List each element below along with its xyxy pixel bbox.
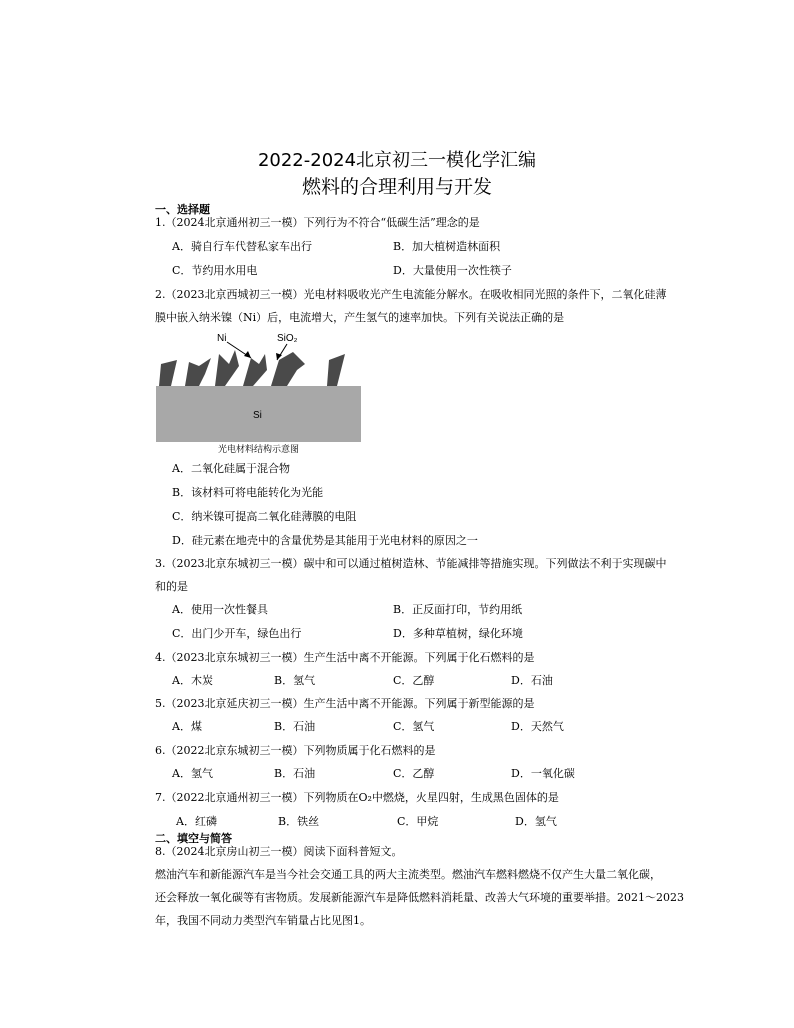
question-3-stem-line1: 3.（2023北京东城初三一模）碳中和可以通过植树造林、节能减排等措施实现。下列做法不利于实现碳中 [155,557,667,570]
q6-option-b: B．石油 [274,767,316,780]
label-sio2: SiO₂ [277,333,298,344]
q1-option-b: B．加大植树造林面积 [393,240,501,253]
q3-option-a: A．使用一次性餐具 [172,603,268,616]
q7-option-b: B．铁丝 [278,815,320,828]
question-6-stem: 6.（2022北京东城初三一模）下列物质属于化石燃料的是 [155,744,436,757]
q1-option-c: C．节约用水用电 [172,264,258,277]
reading-paragraph-line1: 燃油汽车和新能源汽车是当今社会交通工具的两大主流类型。燃油汽车燃料燃烧不仅产生大量二氧化碳， [155,868,661,881]
label-si: Si [253,410,262,421]
q6-option-a: A．氢气 [172,767,213,780]
question-7-stem: 7.（2022北京通州初三一模）下列物质在O₂中燃烧，火星四射，生成黑色固体的是 [155,791,559,804]
question-2-stem-line1: 2.（2023北京西城初三一模）光电材料吸收光产生电流能分解水。在吸收相同光照的条件下，二氧化硅薄 [155,288,667,301]
doc-subtitle: 燃料的合理利用与开发 [301,176,492,198]
q4-option-c: C．乙醇 [393,674,435,687]
q4-option-b: B．氢气 [274,674,316,687]
q1-option-d: D．大量使用一次性筷子 [393,264,512,277]
nano-particles [159,350,345,386]
particle-3 [215,350,239,386]
q4-option-a: A．木炭 [172,674,213,687]
q3-option-c: C．出门少开车，绿色出行 [172,627,302,640]
q2-option-a: A．二氧化硅属于混合物 [172,462,290,475]
particle-1 [159,360,177,386]
q6-option-c: C．乙醇 [393,767,435,780]
section-heading-choice: 一、选择题 [155,203,210,216]
particle-5 [271,352,305,386]
question-8-stem: 8.（2024北京房山初三一模）阅读下面科普短文。 [155,845,403,858]
q7-option-a: A．红磷 [176,815,217,828]
q3-option-d: D．多种草植树，绿化环境 [393,627,523,640]
q2-option-c: C．纳米镍可提高二氧化硅薄膜的电阻 [172,510,357,523]
q4-option-d: D．石油 [511,674,553,687]
q2-option-b: B．该材料可将电能转化为光能 [172,486,324,499]
particle-4 [243,354,267,386]
label-ni: Ni [217,333,227,344]
q5-option-c: C．氢气 [393,720,435,733]
q7-option-d: D．氢气 [515,815,557,828]
section-heading-fill: 二、填空与简答 [155,832,232,845]
doc-title: 2022-2024北京初三一模化学汇编 [257,150,537,171]
q7-option-c: C．甲烷 [397,815,439,828]
particle-2 [185,358,211,386]
q2-option-d: D．硅元素在地壳中的含量优势是其能用于光电材料的原因之一 [172,534,478,547]
q1-option-a: A．骑自行车代替私家车出行 [172,240,312,253]
photoelectric-structure-figure [155,330,362,458]
q5-option-d: D．天然气 [511,720,564,733]
reading-paragraph-line2: 还会释放一氧化碳等有害物质。发展新能源汽车是降低燃料消耗量、改善大气环境的重要举措。2021～2023 [155,891,684,904]
q5-option-a: A．煤 [172,720,202,733]
q6-option-d: D．一氧化碳 [511,767,575,780]
question-5-stem: 5.（2023北京延庆初三一模）生产生活中离不开能源。下列属于新型能源的是 [155,697,535,710]
q3-option-b: B．正反面打印，节约用纸 [393,603,523,616]
question-3-stem-line2: 和的是 [155,580,188,593]
figure-caption: 光电材料结构示意图 [217,445,299,455]
question-1-stem: 1.（2024北京通州初三一模）下列行为不符合“低碳生活”理念的是 [155,216,480,229]
question-4-stem: 4.（2023北京东城初三一模）生产生活中离不开能源。下列属于化石燃料的是 [155,651,535,664]
reading-paragraph-line3: 年，我国不同动力类型汽车销量占比见图1。 [155,914,371,927]
q5-option-b: B．石油 [274,720,316,733]
question-2-stem-line2: 膜中嵌入纳米镍（Ni）后，电流增大，产生氢气的速率加快。下列有关说法正确的是 [155,311,565,324]
particle-6 [327,354,345,386]
